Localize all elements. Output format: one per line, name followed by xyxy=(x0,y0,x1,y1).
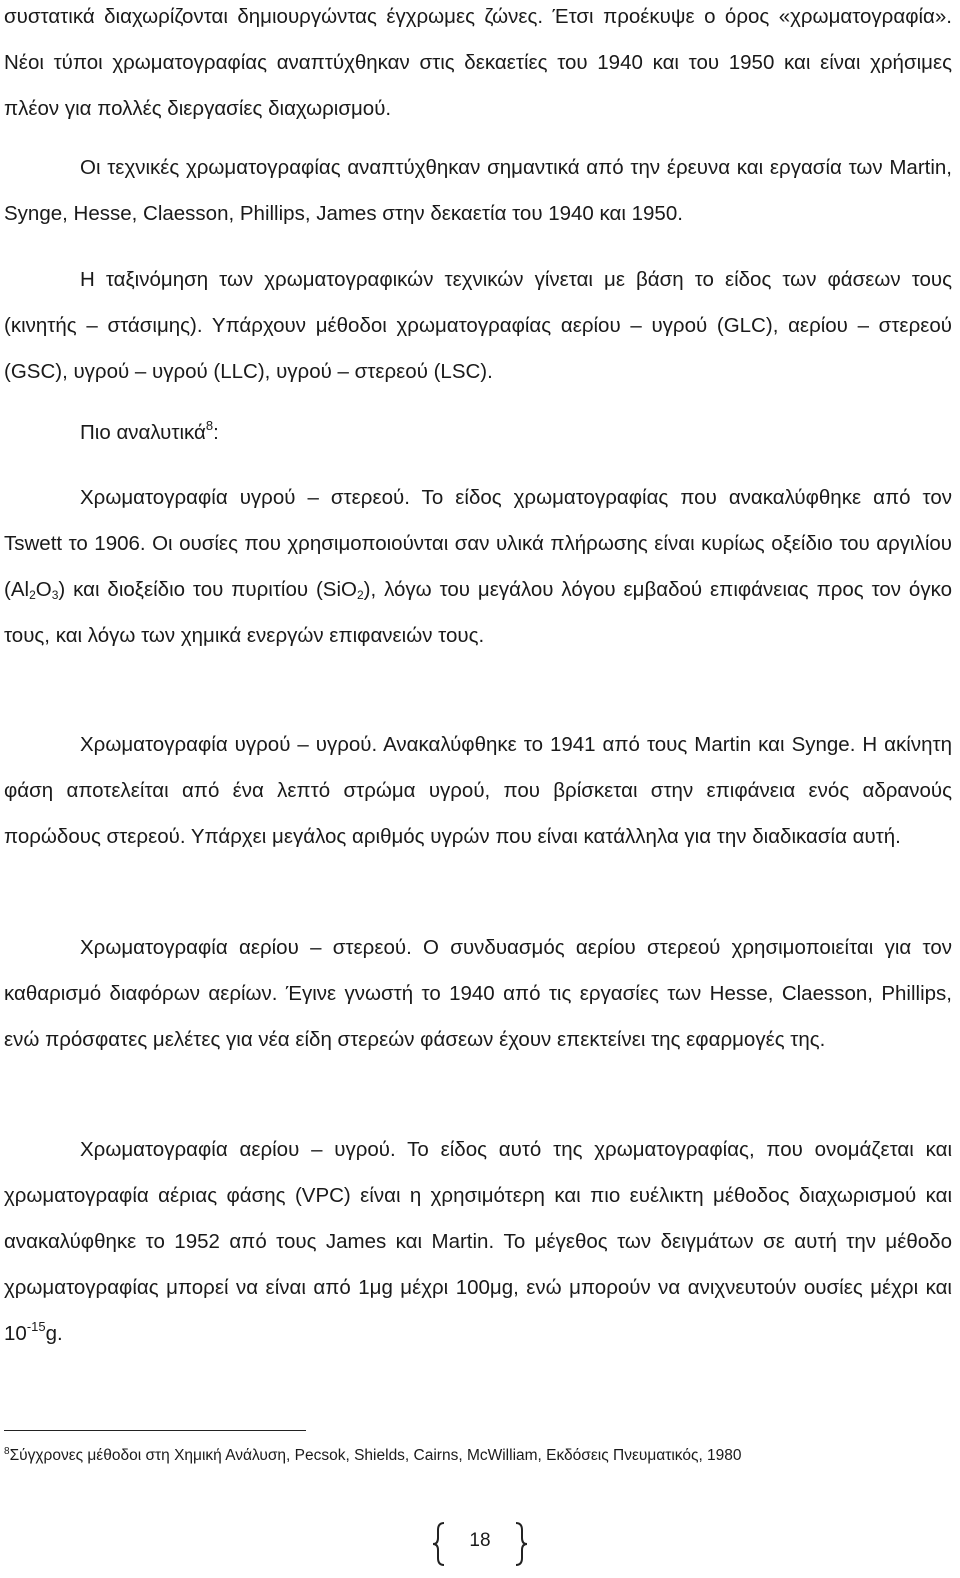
subscript: 2 xyxy=(29,588,36,602)
paragraph-suffix: : xyxy=(213,421,219,444)
paragraph-text: Χρωματογραφία υγρού – υγρού. Ανακαλύφθηκε το 1941 από τους Martin και Synge. Η ακίνητη φάση αποτελείται από ένα λεπτό στρώμα υγρού, που βρίσκεται στην επιφάνεια ενός αδρανούς πορώδους στερεού. Υπάρχει μεγάλος αριθμός υγρών που είναι κατάλληλα για την διαδικασία αυτή. xyxy=(4,733,952,848)
paragraph-detail-intro xyxy=(4,410,952,456)
paragraph-liquid-solid xyxy=(4,475,952,659)
footnote-number: 8 xyxy=(4,1446,10,1457)
page-number-block xyxy=(432,1522,528,1568)
text-segment: O xyxy=(35,578,52,601)
paragraph-intro-continued xyxy=(4,0,952,132)
paragraph-text: Χρωματογραφία αερίου – υγρού. Το είδος αυτό της χρωματογραφίας, που ονομάζεται και χρωματογραφία αέριας φάσης (VPC) είναι η χρησιμότερη και πιο ευέλικτη μέθοδος διαχωρισμού και ανακαλύφθηκε το 1952 από τους James και Martin. Το μέγεθος των δειγμάτων σε αυτή την μέθοδο χρωματογραφίας μπορεί να είναι από 1μg μέχρι 100μg, ενώ μπορούν να ανιχνευτούν ουσίες μέχρι και 10 xyxy=(4,1138,952,1345)
paragraph-text: Η ταξινόμηση των χρωματογραφικών τεχνικών γίνεται με βάση το είδος των φάσεων τους (κινητής – στάσιμης). Υπάρχουν μέθοδοι χρωματογραφίας αερίου – υγρού (GLC), αερίου – στερεού (GSC), υγρού – υγρού (LLC), υγρού – στερεού (LSC). xyxy=(4,268,952,383)
footnote-text: Σύγχρονες μέθοδοι στη Χημική Ανάλυση, Pecsok, Shields, Cairns, McWilliam, Εκδόσεις Πνευματικός, 1980 xyxy=(9,1447,742,1464)
paragraph-suffix: g. xyxy=(45,1322,63,1345)
footnote xyxy=(4,1444,742,1468)
paragraph-text: συστατικά διαχωρίζονται δημιουργώντας έγχρωμες ζώνες. Έτσι προέκυψε ο όρος «χρωματογραφία». Νέοι τύποι χρωματογραφίας αναπτύχθηκαν στις δεκαετίες του 1940 και του 1950 και είναι χρήσιμες πλέον για πολλές διεργασίες διαχωρισμού. xyxy=(4,5,952,120)
footnote-reference[interactable]: 8 xyxy=(205,418,214,433)
paragraph-classification xyxy=(4,257,952,395)
paragraph-gas-liquid xyxy=(4,1127,952,1357)
text-segment: ) και διοξείδιο του πυριτίου (SiO xyxy=(58,578,357,601)
paragraph-text: Πιο αναλυτικά xyxy=(80,421,206,444)
text-segment: ), λόγω του μεγάλου λόγου εμβαδού επιφάνειας προς τον όγκο τους, και λόγω των χημικά ενεργών επιφανειών τους. xyxy=(4,578,952,647)
paragraph-researchers xyxy=(4,145,952,237)
paragraph-gas-solid xyxy=(4,925,952,1063)
footnote-separator xyxy=(4,1430,306,1431)
paragraph-text: Οι τεχνικές χρωματογραφίας αναπτύχθηκαν σημαντικά από την έρευνα και εργασία των Martin, Synge, Hesse, Claesson, Phillips, James στην δεκαετία του 1940 και 1950. xyxy=(4,156,952,225)
text-segment: Χρωματογραφία υγρού – στερεού. Το είδος χρωματογραφίας που ανακαλύφθηκε από τον Tswett το 1906. Οι ουσίες που χρησιμοποιούνται σαν υλικά πλήρωσης είναι κυρίως οξείδιο του αργιλίου (Al xyxy=(4,486,952,601)
paragraph-liquid-liquid xyxy=(4,722,952,860)
superscript-exponent: -15 xyxy=(26,1319,46,1334)
page-number: 18 xyxy=(469,1530,491,1551)
right-brace-icon xyxy=(514,1522,528,1566)
subscript: 3 xyxy=(51,588,59,602)
paragraph-text: Χρωματογραφία αερίου – στερεού. Ο συνδυασμός αερίου στερεού χρησιμοποιείται για τον καθαρισμό διαφόρων αερίων. Έγινε γνωστή το 1940 από τις εργασίες των Hesse, Claesson, Phillips, ενώ πρόσφατες μελέτες για νέα είδη στερεών φάσεων έχουν επεκτείνει της εφαρμογές της. xyxy=(4,936,952,1051)
subscript: 2 xyxy=(356,588,364,602)
